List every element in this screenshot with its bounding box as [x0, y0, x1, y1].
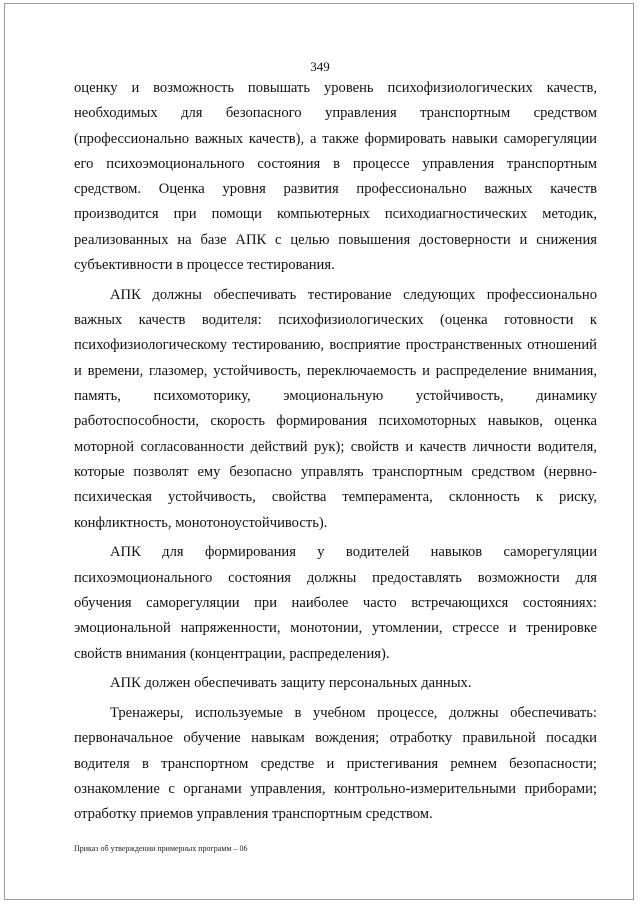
document-body	[74, 76, 597, 828]
paragraph-3: АПК для формирования у водителей навыков саморегуляции психоэмоционального состояния должны предоставлять возможности для обучения саморегуляции при наиболее часто встречающихся состояниях: эмоциональной напряженности, монотонии, утомлении, стрессе и тренировке свойств внимания (концентрации, распределения).	[74, 544, 597, 662]
paragraph-1: оценку и возможность повышать уровень психофизиологических качеств, необходимых для безопасного управления транспортным средством (профессионально важных качеств), а также формировать навыки саморегуляции его психоэмоционального состояния в процессе управления транспортным средством. Оценка уровня развития профессионально важных качеств производится при помощи компьютерных психодиагностических методик, реализованных на базе АПК с целью повышения достоверности и снижения субъективности в процессе тестирования.	[74, 80, 597, 274]
paragraph-5: Тренажеры, используемые в учебном процессе, должны обеспечивать: первоначальное обучение навыкам вождения; отработку правильной посадки водителя в транспортном средстве и пристегивания ремнем безопасности; ознакомление с органами управления, контрольно-измерительными приборами; отработку приемов управления транспортным средством.	[74, 705, 597, 823]
footer-note: Приказ об утверждении примерных программ – 06	[74, 844, 248, 853]
paragraph-4: АПК должен обеспечивать защиту персональных данных.	[110, 675, 472, 692]
page-number: 349	[310, 59, 330, 74]
paragraph-2: АПК должны обеспечивать тестирование следующих профессионально важных качеств водителя: психофизиологических (оценка готовности к психофизиологическому тестированию, восприятие пространственных отношений и времени, глазомер, устойчивость, переключаемость и распределение внимания, память, психомоторику, эмоциональную устойчивость, динамику работоспособности, скорость формирования психомоторных навыков, оценка моторной согласованности действий рук); свойств и качеств личности водителя, которые позволят ему безопасно управлять транспортным средством (нервно-психическая устойчивость, свойства темперамента, склонность к риску, конфликтность, монотоноустойчивость).	[74, 286, 597, 531]
